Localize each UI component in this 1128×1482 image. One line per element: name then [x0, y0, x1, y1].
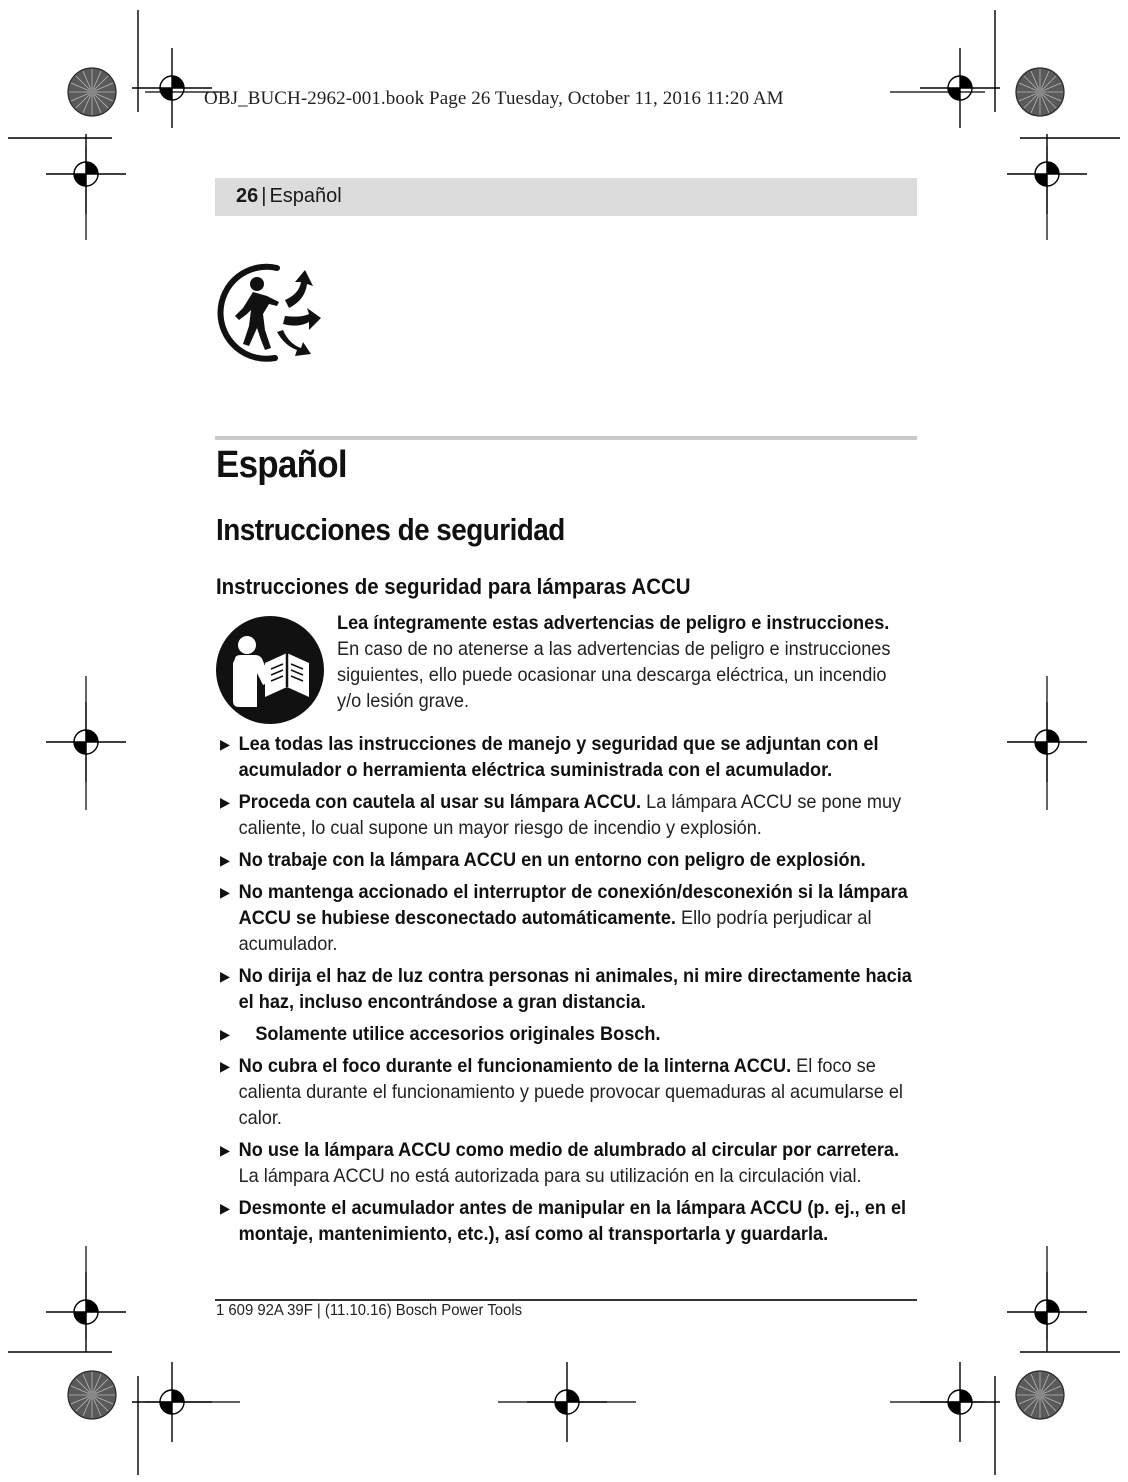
registration-mark-icon: [527, 1362, 607, 1442]
registration-mark-icon: [46, 134, 126, 214]
list-item: [220, 789, 922, 841]
bullet-arrow-icon: ▶: [220, 884, 231, 900]
read-manual-icon: [215, 615, 325, 725]
registration-mark-icon: [1007, 134, 1087, 214]
list-item: [220, 1137, 922, 1189]
intro-lead: Lea íntegramente estas advertencias de peligro e instrucciones.: [337, 612, 890, 634]
registration-mark-icon: [920, 1362, 1000, 1442]
list-item: [220, 1195, 922, 1247]
registration-mark-icon: [1007, 702, 1087, 782]
bullet-text: La lámpara ACCU se pone muy caliente, lo cual supone un mayor riesgo de incendio y explosión.: [238, 791, 902, 839]
list-item: [220, 731, 922, 783]
page-number: 26: [236, 185, 259, 207]
bullet-bold: No use la lámpara ACCU como medio de alumbrado al circular por carretera.: [238, 1139, 900, 1161]
intro-text: En caso de no atenerse a las advertencias de peligro e instrucciones siguientes, ello puede ocasionar una descarga eléctrica, un incendio y/o lesión grave.: [337, 638, 891, 712]
page-header-bar: [215, 178, 917, 216]
title-rule: [215, 436, 917, 440]
registration-mark-icon: [46, 702, 126, 782]
book-info-line: OBJ_BUCH-2962-001.book Page 26 Tuesday, October 11, 2016 11:20 AM: [204, 88, 784, 109]
bullet-arrow-icon: ▶: [220, 794, 231, 810]
color-wheel-icon: [68, 68, 116, 116]
bullet-arrow-icon: ▶: [220, 736, 231, 752]
bullet-bold: No dirija el haz de luz contra personas ni animales, ni mire directamente hacia el haz, incluso encontrándose a gran distancia.: [238, 965, 912, 1013]
color-wheel-icon: [1016, 68, 1064, 116]
bullet-arrow-icon: ▶: [220, 968, 231, 984]
bullet-bold: Solamente utilice accesorios originales Bosch.: [255, 1023, 661, 1045]
bullet-arrow-icon: ▶: [220, 1026, 231, 1042]
safety-list: [220, 731, 922, 1253]
registration-mark-icon: [132, 1362, 212, 1442]
bullet-bold: No cubra el foco durante el funcionamiento de la linterna ACCU.: [238, 1055, 792, 1077]
bullet-text: El foco se calienta durante el funcionamiento y puede provocar quemaduras al acumularse el calor.: [238, 1055, 903, 1129]
header-separator: |: [261, 185, 267, 207]
bullet-text: La lámpara ACCU no está autorizada para su utilización en la circulación vial.: [238, 1165, 862, 1187]
bullet-arrow-icon: ▶: [220, 1058, 231, 1074]
list-item: [220, 847, 922, 873]
bullet-bold: Proceda con cautela al usar su lámpara ACCU.: [238, 791, 642, 813]
header-section: Español: [269, 185, 342, 207]
list-item: [220, 1053, 922, 1131]
list-item: [220, 963, 922, 1015]
bullet-bold: No trabaje con la lámpara ACCU en un entorno con peligro de explosión.: [238, 849, 866, 871]
registration-mark-icon: [920, 48, 1000, 128]
page-title: Español: [216, 444, 347, 486]
bullet-bold: Desmonte el acumulador antes de manipular en la lámpara ACCU (p. ej., en el montaje, mantenimiento, etc.), así como al transportarla y guardarla.: [238, 1197, 907, 1245]
bullet-arrow-icon: ▶: [220, 1142, 231, 1158]
footer-rule: [215, 1299, 917, 1301]
page-footer: 1 609 92A 39F | (11.10.16) Bosch Power Tools: [216, 1302, 523, 1319]
triman-recycling-icon: [213, 260, 325, 366]
intro-paragraph: [337, 610, 914, 714]
registration-mark-icon: [1007, 1272, 1087, 1352]
list-item: [220, 1021, 922, 1047]
list-item: [220, 879, 922, 957]
section-title: Instrucciones de seguridad: [216, 512, 565, 547]
bullet-bold: Lea todas las instrucciones de manejo y seguridad que se adjuntan con el acumulador o herramienta eléctrica suministrada con el acumulador.: [238, 733, 879, 781]
color-wheel-icon: [68, 1371, 116, 1419]
bullet-arrow-icon: ▶: [220, 852, 231, 868]
color-wheel-icon: [1016, 1371, 1064, 1419]
bullet-arrow-icon: ▶: [220, 1200, 231, 1216]
registration-mark-icon: [46, 1272, 126, 1352]
subsection-title: Instrucciones de seguridad para lámparas ACCU: [216, 574, 691, 599]
bullet-text: Ello podría perjudicar al acumulador.: [238, 907, 872, 955]
bullet-bold: No mantenga accionado el interruptor de conexión/desconexión si la lámpara ACCU se hubiese desconectado automáticamente.: [238, 881, 908, 929]
registration-mark-icon: [132, 48, 212, 128]
